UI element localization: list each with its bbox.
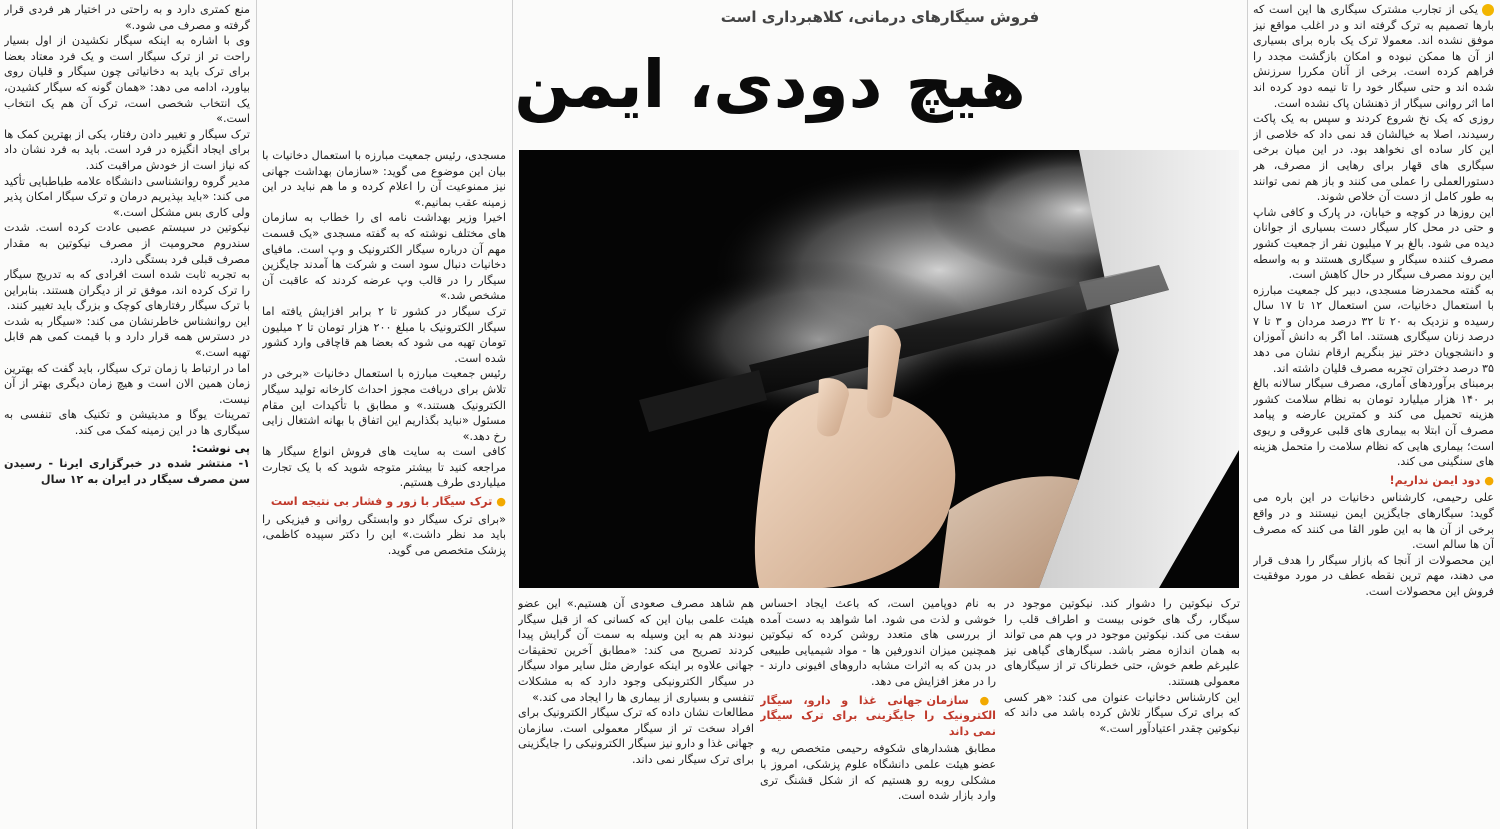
paragraph: این روزها در کوچه و خیابان، در پارک و کافی شاپ و حتی در محل کار سیگار دست بسیاری از جوانان دیده می شود. بالغ بر ۷ میلیون نفر از جمعیت کشور مصرف کننده سیگار و سیگاری هستند و به واسطه این روند مصرف سیگار در حال کاهش است. [1253,205,1494,282]
paragraph: یکی از تجارب مشترک سیگاری ها این است که بارها تصمیم به ترک گرفته اند و در اغلب مواقع نیز موفق نشده اند. معمولا ترک یک باره برای بسیاری از آن ها ممکن نبوده و امکان بازگشت مجدد را فراهم کرده است. برخی از آنان مکررا سرزنش شده اند و حتی سیگار خود را تا نیمه دود کرده اند اما اثر روانی سیگار از ذهنشان پاک نشده است. [1253,3,1494,110]
paragraph: این کارشناس دخانیات عنوان می کند: «هر کسی که برای ترک سیگار تلاش کرده باشد می داند که نیکوتین چقدر اعتیادآور است.» [1004,690,1240,735]
paragraph: این روانشناس خاطرنشان می کند: «سیگار به شدت در دسترس همه قرار دارد و با قیمت کمی هم قابل تهیه است.» [4,314,250,360]
section-subheading: ● دود ایمن نداریم! [1253,473,1494,489]
paragraph: رئیس جمعیت مبارزه با استعمال دخانیات «برخی در تلاش برای دریافت مجوز احداث کارخانه تولید سیگار الکترونیک هستند.» و مطابق با تأکیدات این مقام مسئول «نباید بگذاریم این اتفاق با بهانه اشتغال زایی رخ دهد.» [262,367,506,443]
paragraph: اخیرا وزیر بهداشت نامه ای را خطاب به سازمان های مختلف نوشته که به گفته مسجدی «یک قسمت مهم آن درباره سیگار الکترونیک و وپ است. مافیای دخانیات دنبال سود است و شرکت ها آمدند جایگزین سیگار را در قالب وپ عرضه کردند که عاقبت آن مشخص شد.» [262,211,506,303]
paragraph: برمبنای برآوردهای آماری، مصرف سیگار سالانه بالغ بر ۱۴۰ هزار میلیارد تومان به نظام سلامت کشور هزینه تحمیل می کند و کمترین عارضه و پیامد مصرف آن ابتلا به بیماری های قلبی عروقی و ریوی است؛ بیماری هایی که نظام سلامت را متحمل هزینه های سنگینی می کند. [1253,377,1494,469]
paragraph: منع کمتری دارد و به راحتی در اختیار هر فردی قرار گرفته و مصرف می شود.» [4,3,250,32]
kicker: فروش سیگارهای درمانی، کلاهبرداری است [720,8,1040,26]
headline: هیچ دودی، ایمن [514,46,1026,123]
paragraph: مطالعات نشان داده که ترک سیگار الکترونیک برای افراد سخت تر از سیگار معمولی است. سازمان جهانی غذا و دارو نیز سیگار الکترونیکی را جایگزینی برای ترک سیگار نمی داند. [518,706,754,766]
article-column-bottom-3 [518,596,754,824]
article-column-right [1253,2,1494,824]
paragraph: به نام دوپامین است، که باعث ایجاد احساس خوشی و لذت می شود. اما شواهد به دست آمده از بررسی های متعدد روشن کرده که نیکوتین همچنین میزان اندورفین ها - مواد شیمیایی طبیعی در بدن که به اثرات مشابه داروهای افیونی دارند - را در مغز افزایش می دهد. [760,597,996,688]
article-column-left [4,2,250,824]
paragraph: این محصولات از آنجا که بازار سیگار را هدف قرار می دهند، مهم ترین نقطه عطف در مورد موفقیت فروش این محصولات است. [1253,553,1494,598]
paragraph: «برای ترک سیگار دو وابستگی روانی و فیزیکی را باید مد نظر داشت.» این را دکتر سپیده کاظمی، پزشک متخصص می گوید. [262,512,506,557]
paragraph: روزی که یک نخ شروع کردند و سپس به یک پاکت رسیدند، اصلا به خیالشان قد نمی داد که خلاصی از این کار ساده ای نخواهد بود. در این میان برخی سیگاری های قهار برای رهایی از مصرف، هر دستورالعملی را عملی می کنند و باز هم نمی توانند به طور کامل از دست آن خلاص شوند. [1253,112,1494,204]
newspaper-logo-icon [1482,4,1494,16]
paragraph: علی رحیمی، کارشناس دخانیات در این باره می گوید: سیگارهای جایگزین ایمن نیستند و در واقع برخی از آن ها به این طور القا می کنند که مصرف آن ها سالم است. [1253,491,1494,552]
paragraph: هم شاهد مصرف صعودی آن هستیم.» این عضو هیئت علمی بیان این که کسانی که از قبل سیگار نبودند هم به این وسیله به سمت آن گرایش پیدا کردند تصریح می کند: «مطابق آخرین تحقیقات جهانی علاوه بر اینکه عوارض مثل سایر مواد سیگار در سیگار الکترونیکی وجود دارد که به مشکلات تنفسی و بسیاری از بیماری ها را ایجاد می کند.» [518,597,754,704]
e-cigarette-illustration [519,150,1239,588]
article-column-bottom-2 [760,596,996,824]
article-photo [519,150,1239,588]
section-subheading: ● سازمان جهانی غذا و دارو، سیگار الکترونیک را جایگزینی برای ترک سیگار نمی داند [760,693,996,740]
paragraph: اما در ارتباط با زمان ترک سیگار، باید گفت که بهترین زمان همین الان است و هیچ زمان دیگری بهتر از آن نیست. [4,361,250,406]
paragraph: ترک سیگار در کشور تا ۲ برابر افزایش یافته اما سیگار الکترونیک با مبلغ ۲۰۰ هزار تومان تا ۲ میلیون تومان تهیه می شود که بعضا هم قاچاقی وارد کشور شده است. [262,304,506,365]
paragraph: مدیر گروه روانشناسی دانشگاه علامه طباطبایی تأکید می کند: «باید بپذیریم درمان و ترک سیگار امکان پذیر ولی کاری بس مشکل است.» [4,174,250,219]
column-rule [256,0,257,829]
footnote-title: پی نوشت: [192,441,250,455]
paragraph: مسجدی، رئیس جمعیت مبارزه با استعمال دخانیات با بیان این موضوع می گوید: «سازمان بهداشت جهانی نیز ممنوعیت آن را اعلام کرده و ما هم نباید در این زمینه عقب بمانیم.» [262,149,506,209]
paragraph: ترک سیگار و تغییر دادن رفتار، یکی از بهترین کمک ها برای ایجاد انگیزه در فرد است. باید به فرد نشان داد که نیاز است از خودش مراقبت کند. [4,127,250,172]
article-column-center [262,148,506,824]
paragraph: نیکوتین در سیستم عصبی عادت کرده است. شدت سندروم محرومیت از مصرف نیکوتین به مقدار مصرف قبلی فرد بستگی دارد. [4,221,250,266]
paragraph: تمرینات یوگا و مدیتیشن و تکنیک های تنفسی به سیگاری ها در این زمینه کمک می کند. [4,408,250,438]
section-subheading: ● ترک سیگار با زور و فشار بی نتیجه است [262,494,506,510]
article-column-bottom-1 [1004,596,1240,824]
paragraph: وی با اشاره به اینکه سیگار نکشیدن از اول بسیار راحت تر از ترک سیگار است و یک فرد معتاد بعضا برای ترک باید به دخانیاتی چون سیگار و قلیان روی بیاورد، ادامه می دهد: «همان گونه که سیگار کشیدن، یک انتخاب شخصی است، ترک آن هم یک انتخاب است.» [4,34,250,126]
paragraph: مطابق هشدارهای شکوفه رحیمی متخصص ریه و عضو هیئت علمی دانشگاه علوم پزشکی، امروز با مشکلی روبه رو هستیم که از شکل قشنگ تری وارد بازار شده است. [760,742,996,803]
paragraph: کافی است به سایت های فروش انواع سیگار ها مراجعه کنید تا بیشتر متوجه شوید که با یک تجارت میلیاردی طرف هستیم. [262,445,506,490]
paragraph: به گفته محمدرضا مسجدی، دبیر کل جمعیت مبارزه با استعمال دخانیات، سن استعمال ۱۲ تا ۱۷ سال رسیده و نزدیک به ۲۰ تا ۳۲ درصد مردان و ۳ تا ۷ درصد زنان سیگاری هستند. اما اگر به دانش آموزان و دانشجویان دختر نیز بنگریم ارقام نشان می دهد ۳۵ درصد دختران تجربه مصرف قلیان داشته اند. [1253,283,1494,375]
paragraph: ترک نیکوتین را دشوار کند. نیکوتین موجود در سیگار، رگ های خونی بیست و اطراف قلب را سفت می کند. نیکوتین موجود در وپ هم می تواند به همان اندازه مضر باشد. سیگارهای گیاهی نیز علیرغم طعم خوش، حتی خطرناک تر از سیگارهای معمولی هستند. [1004,597,1240,688]
column-rule [1247,0,1248,829]
footnote: ۱- منتشر شده در خبرگزاری ایرنا - رسیدن سن مصرف سیگار در ایران به ۱۲ سال [4,457,250,486]
paragraph: به تجربه ثابت شده است افرادی که به تدریج سیگار را ترک کرده اند، موفق تر از دیگران هستند. بنابراین با ترک سیگار رفتارهای کوچک و بزرگ باید تغییر کنند. [4,268,250,313]
